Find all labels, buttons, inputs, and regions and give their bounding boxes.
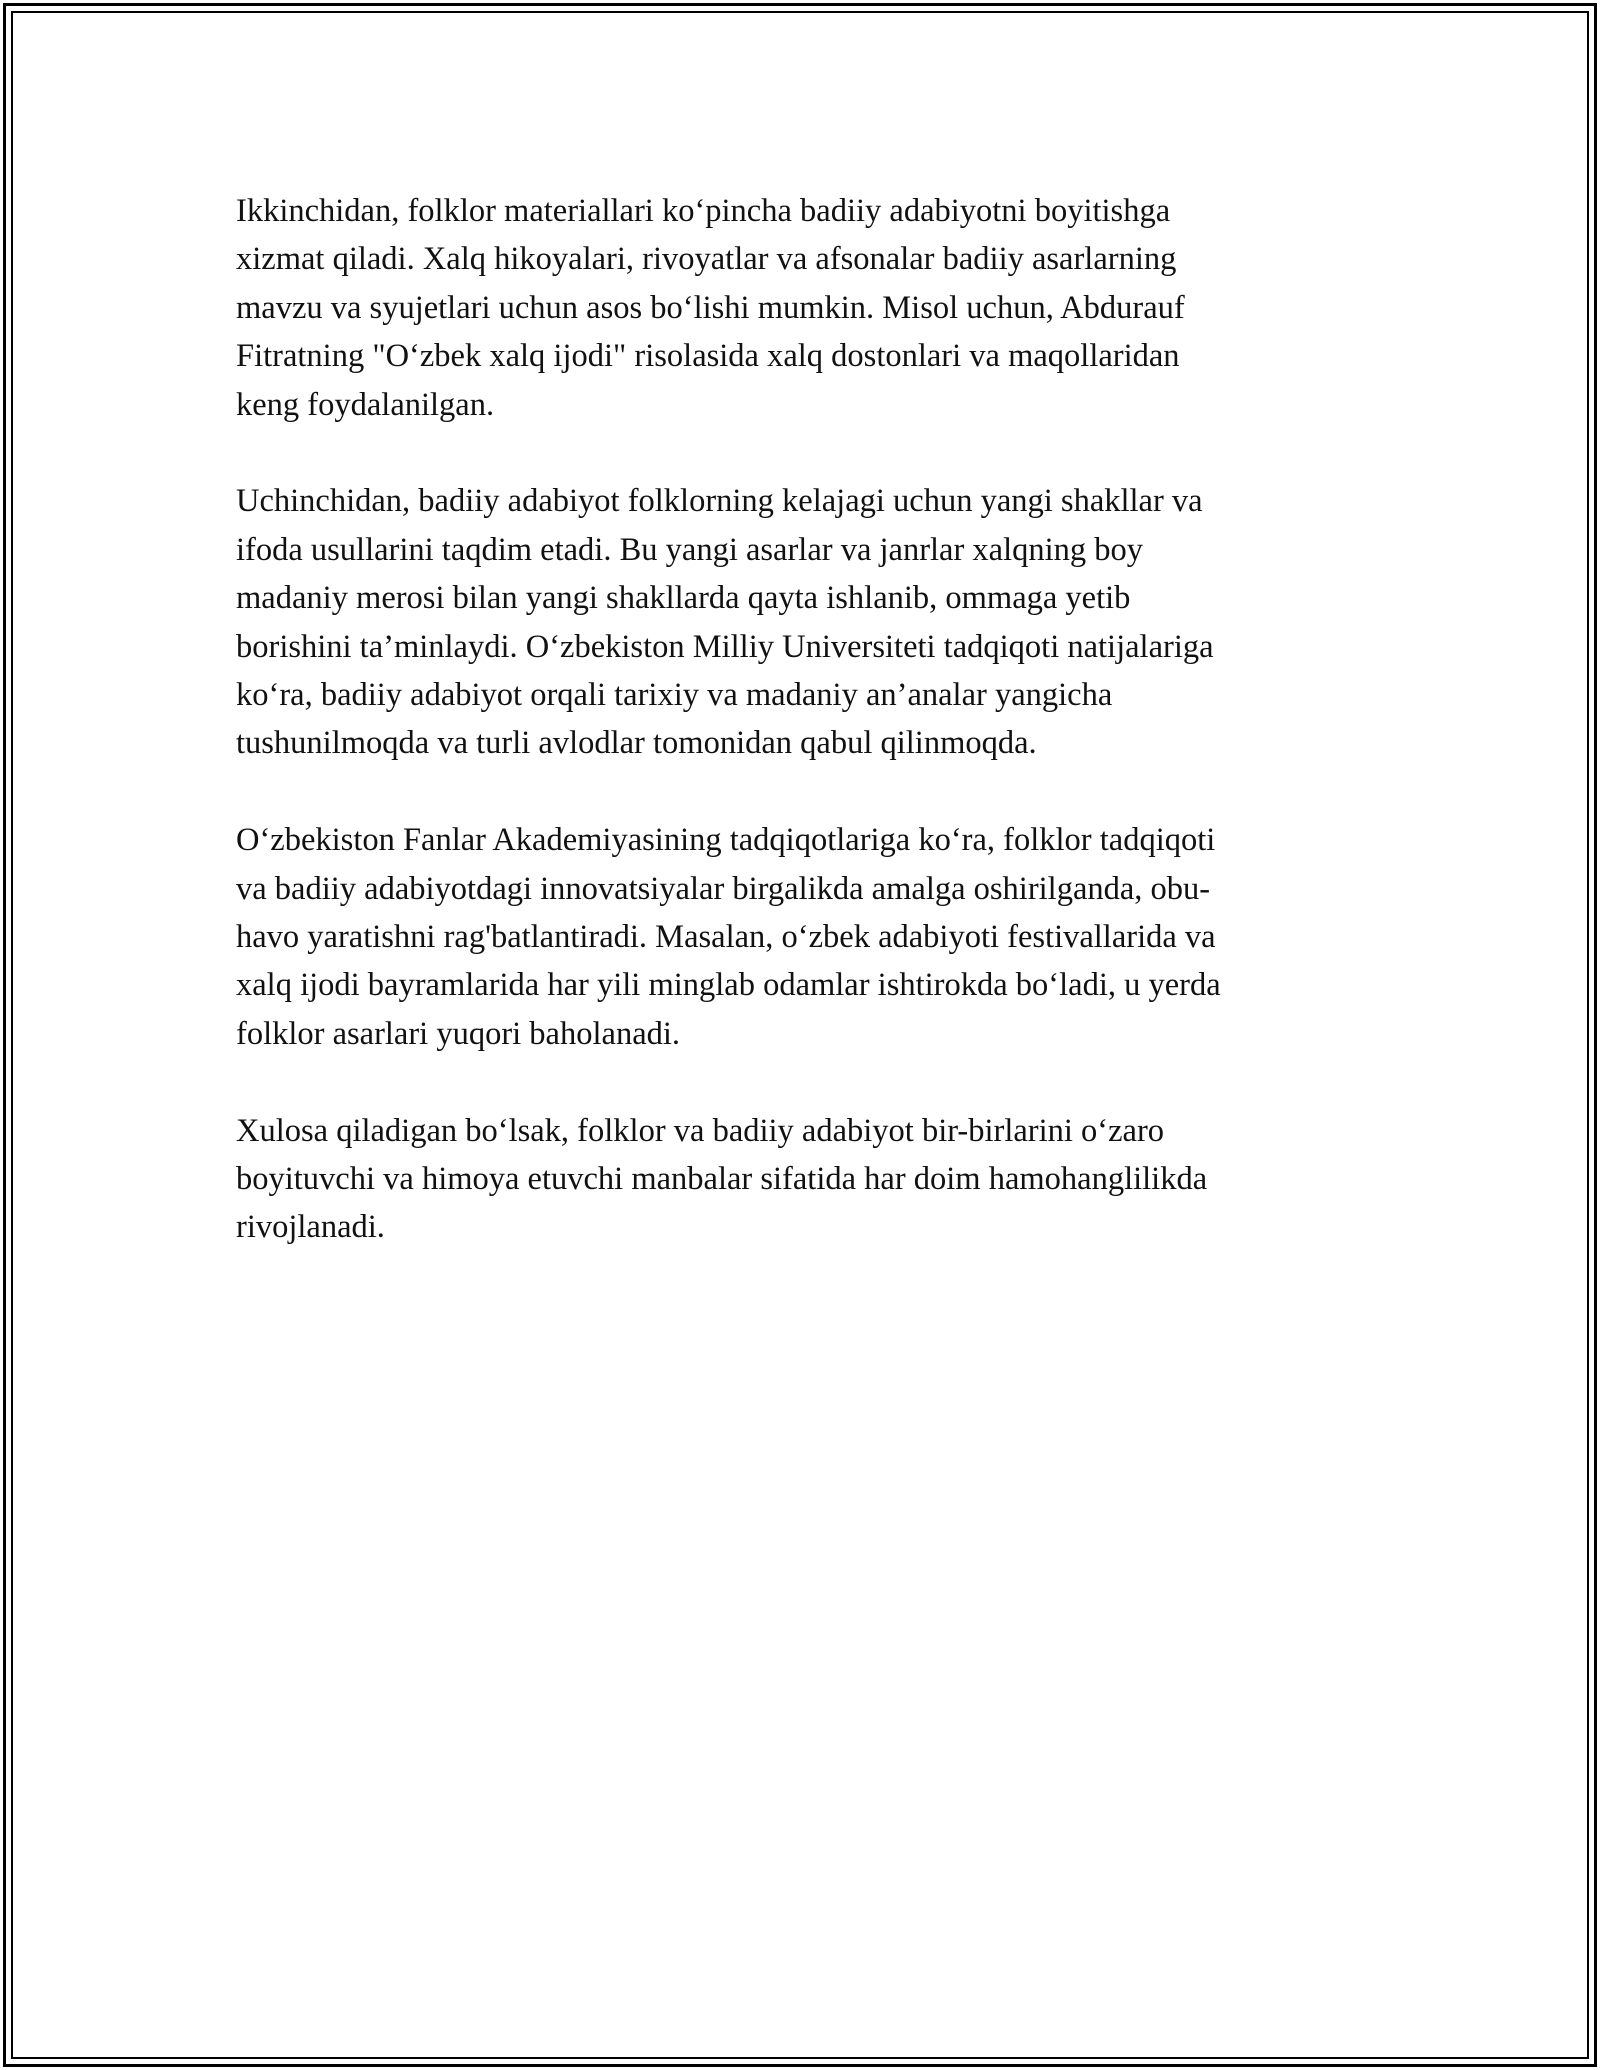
paragraph-1: Ikkinchidan, folklor materiallari ko‘pincha badiiy adabiyotni boyitishga xizmat qiladi. Xalq hikoyalari, rivoyatlar va afsonalar badiiy asarlarning mavzu va syujetlari uchun asos bo‘lishi mumkin. Misol uchun, Abdurauf Fitratning "O‘zbek xalq ijodi" risolasida xalq dostonlari va maqollaridan keng foydalanilgan. — [236, 193, 1185, 423]
document-body — [236, 187, 1366, 1300]
paragraph-3: O‘zbekiston Fanlar Akademiyasining tadqiqotlariga ko‘ra, folklor tadqiqoti va badiiy adabiyotdagi innovatsiyalar birgalikda amalga oshirilganda, obu- havo yaratishni rag'batlantiradi. Masalan, o‘zbek adabiyoti festivallarida va xalq ijodi bayramlarida har yili minglab odamlar ishtirokda bo‘ladi, u yerda folklor asarlari yuqori baholanadi. — [236, 822, 1221, 1052]
paragraph-2: Uchinchidan, badiiy adabiyot folklorning kelajagi uchun yangi shakllar va ifoda usullarini taqdim etadi. Bu yangi asarlar va janrlar xalqning boy madaniy merosi bilan yangi shakllarda qayta ishlanib, ommaga yetib borishini ta’minlaydi. O‘zbekiston Milliy Universiteti tadqiqoti natijalariga ko‘ra, badiiy adabiyot orqali tarixiy va madaniy an’analar yangicha tushunilmoqda va turli avlodlar tomonidan qabul qilinmoqda. — [236, 483, 1214, 762]
paragraph-4: Xulosa qiladigan bo‘lsak, folklor va badiiy adabiyot bir-birlarini o‘zaro boyituvchi va himoya etuvchi manbalar sifatida har doim hamohanglilikda rivojlanadi. — [236, 1112, 1208, 1246]
